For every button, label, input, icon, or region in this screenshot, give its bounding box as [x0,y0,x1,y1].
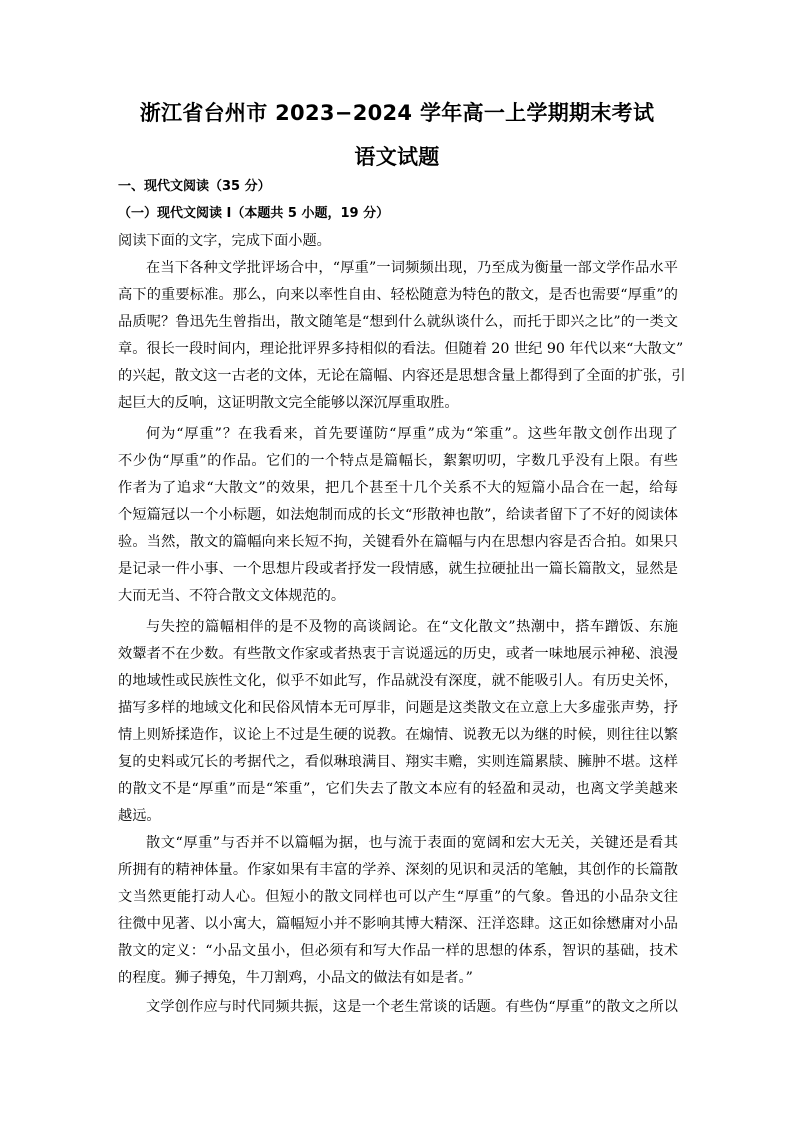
paragraph-line: 越远。 [118,808,161,824]
paragraph-line: 文当然更能打动人心。但短小的散文同样也可以产生“厚重”的气象。鲁迅的小品杂文往 [118,889,678,905]
paragraph-line: 情上则矫揉造作，议论上不过是生硬的说教。在煽情、说教无以为继的时候，则往往以繁 [118,727,678,743]
paragraph-line: 的地域性或民族性文化，似乎不如此写，作品就没有深度，就不能吸引人。有历史关怀， [118,673,678,689]
paragraph-line: 所拥有的精神体量。作家如果有丰富的学养、深刻的见识和灵活的笔触，其创作的长篇散 [118,862,678,878]
paragraph-line: 文学创作应与时代同频共振，这是一个老生常谈的话题。有些伪“厚重”的散文之所以 [146,999,678,1015]
paragraph-line: 散文的定义：“小品文虽小，但必须有和写大作品一样的思想的体系，智识的基础，技术 [118,943,678,959]
paragraph-line: 高下的重要标准。那么，向来以率性自由、轻松随意为特色的散文，是否也需要“厚重”的 [118,287,678,303]
instruction-text: 阅读下面的文字，完成下面小题。 [118,233,331,249]
paragraph-line: 个短篇冠以一个小标题，如法炮制而成的长文“形散神也散”，给读者留下了不好的阅读体 [118,507,678,523]
paragraph-line: 复的史料或冗长的考据代之，看似琳琅满目、翔实丰赡，实则连篇累牍、臃肿不堪。这样 [118,754,678,770]
subsection-heading: （一）现代文阅读 I（本题共 5 小题，19 分） [118,206,390,221]
paragraph-line: 作者为了追求“大散文”的效果，把几个甚至十几个关系不大的短篇小品合在一起，给每 [118,480,678,496]
paragraph-line: 的程度。狮子搏兔，牛刀割鸡，小品文的做法有如是者。” [118,970,473,986]
paragraph-line: 的散文不是“厚重”而是“笨重”，它们失去了散文本应有的轻盈和灵动，也离文学美越来 [118,781,678,797]
paragraph-line: 何为“厚重”？在我看来，首先要谨防“厚重”成为“笨重”。这些年散文创作出现了 [146,426,678,442]
paragraph-line: 的兴起，散文这一古老的文体，无论在篇幅、内容还是思想含量上都得到了全面的扩张，引 [118,368,686,384]
paragraph-line: 效颦者不在少数。有些散文作家或者热衷于言说遥远的历史，或者一味地展示神秘、浪漫 [118,646,678,662]
paragraph-line: 在当下各种文学批评场合中，“厚重”一词频频出现，乃至成为衡量一部文学作品水平 [146,260,678,276]
paragraph-line: 品质呢？鲁迅先生曾指出，散文随笔是“想到什么就纵谈什么，而托于即兴之比”的一类文 [118,314,678,330]
paragraph-line: 与失控的篇幅相伴的是不及物的高谈阔论。在“文化散文”热潮中，搭车蹭饭、东施 [146,619,678,635]
document-title: 浙江省台州市 2023−2024 学年高一上学期期末考试 [139,101,655,125]
paragraph-line: 大而无当、不符合散文文体规范的。 [118,588,346,604]
section-heading: 一、现代文阅读（35 分） [118,179,271,194]
document-subtitle: 语文试题 [354,145,440,169]
paragraph-line: 描写多样的地域文化和民俗风情本无可厚非，问题是这类散文在立意上大多虚张声势，抒 [118,700,678,716]
paragraph-line: 验。当然，散文的篇幅向来长短不拘，关键看外在篇幅与内在思想内容是否合拍。如果只 [118,534,678,550]
paragraph-line: 起巨大的反响，这证明散文完全能够以深沉厚重取胜。 [118,395,459,411]
paragraph-line: 是记录一件小事、一个思想片段或者抒发一段情感，就生拉硬扯出一篇长篇散文，显然是 [118,561,678,577]
paragraph-line: 章。很长一段时间内，理论批评界多持相似的看法。但随着 20 世纪 90 年代以来“大散文” [118,341,684,357]
paragraph-line: 往微中见著、以小寓大，篇幅短小并不影响其博大精深、汪洋恣肆。这正如徐懋庸对小品 [118,916,678,932]
paragraph-line: 散文“厚重”与否并不以篇幅为据，也与流于表面的宽阔和宏大无关，关键还是看其 [146,835,678,851]
paragraph-line: 不少伪“厚重”的作品。它们的一个特点是篇幅长，絮絮叨叨，字数几乎没有上限。有些 [118,453,678,469]
